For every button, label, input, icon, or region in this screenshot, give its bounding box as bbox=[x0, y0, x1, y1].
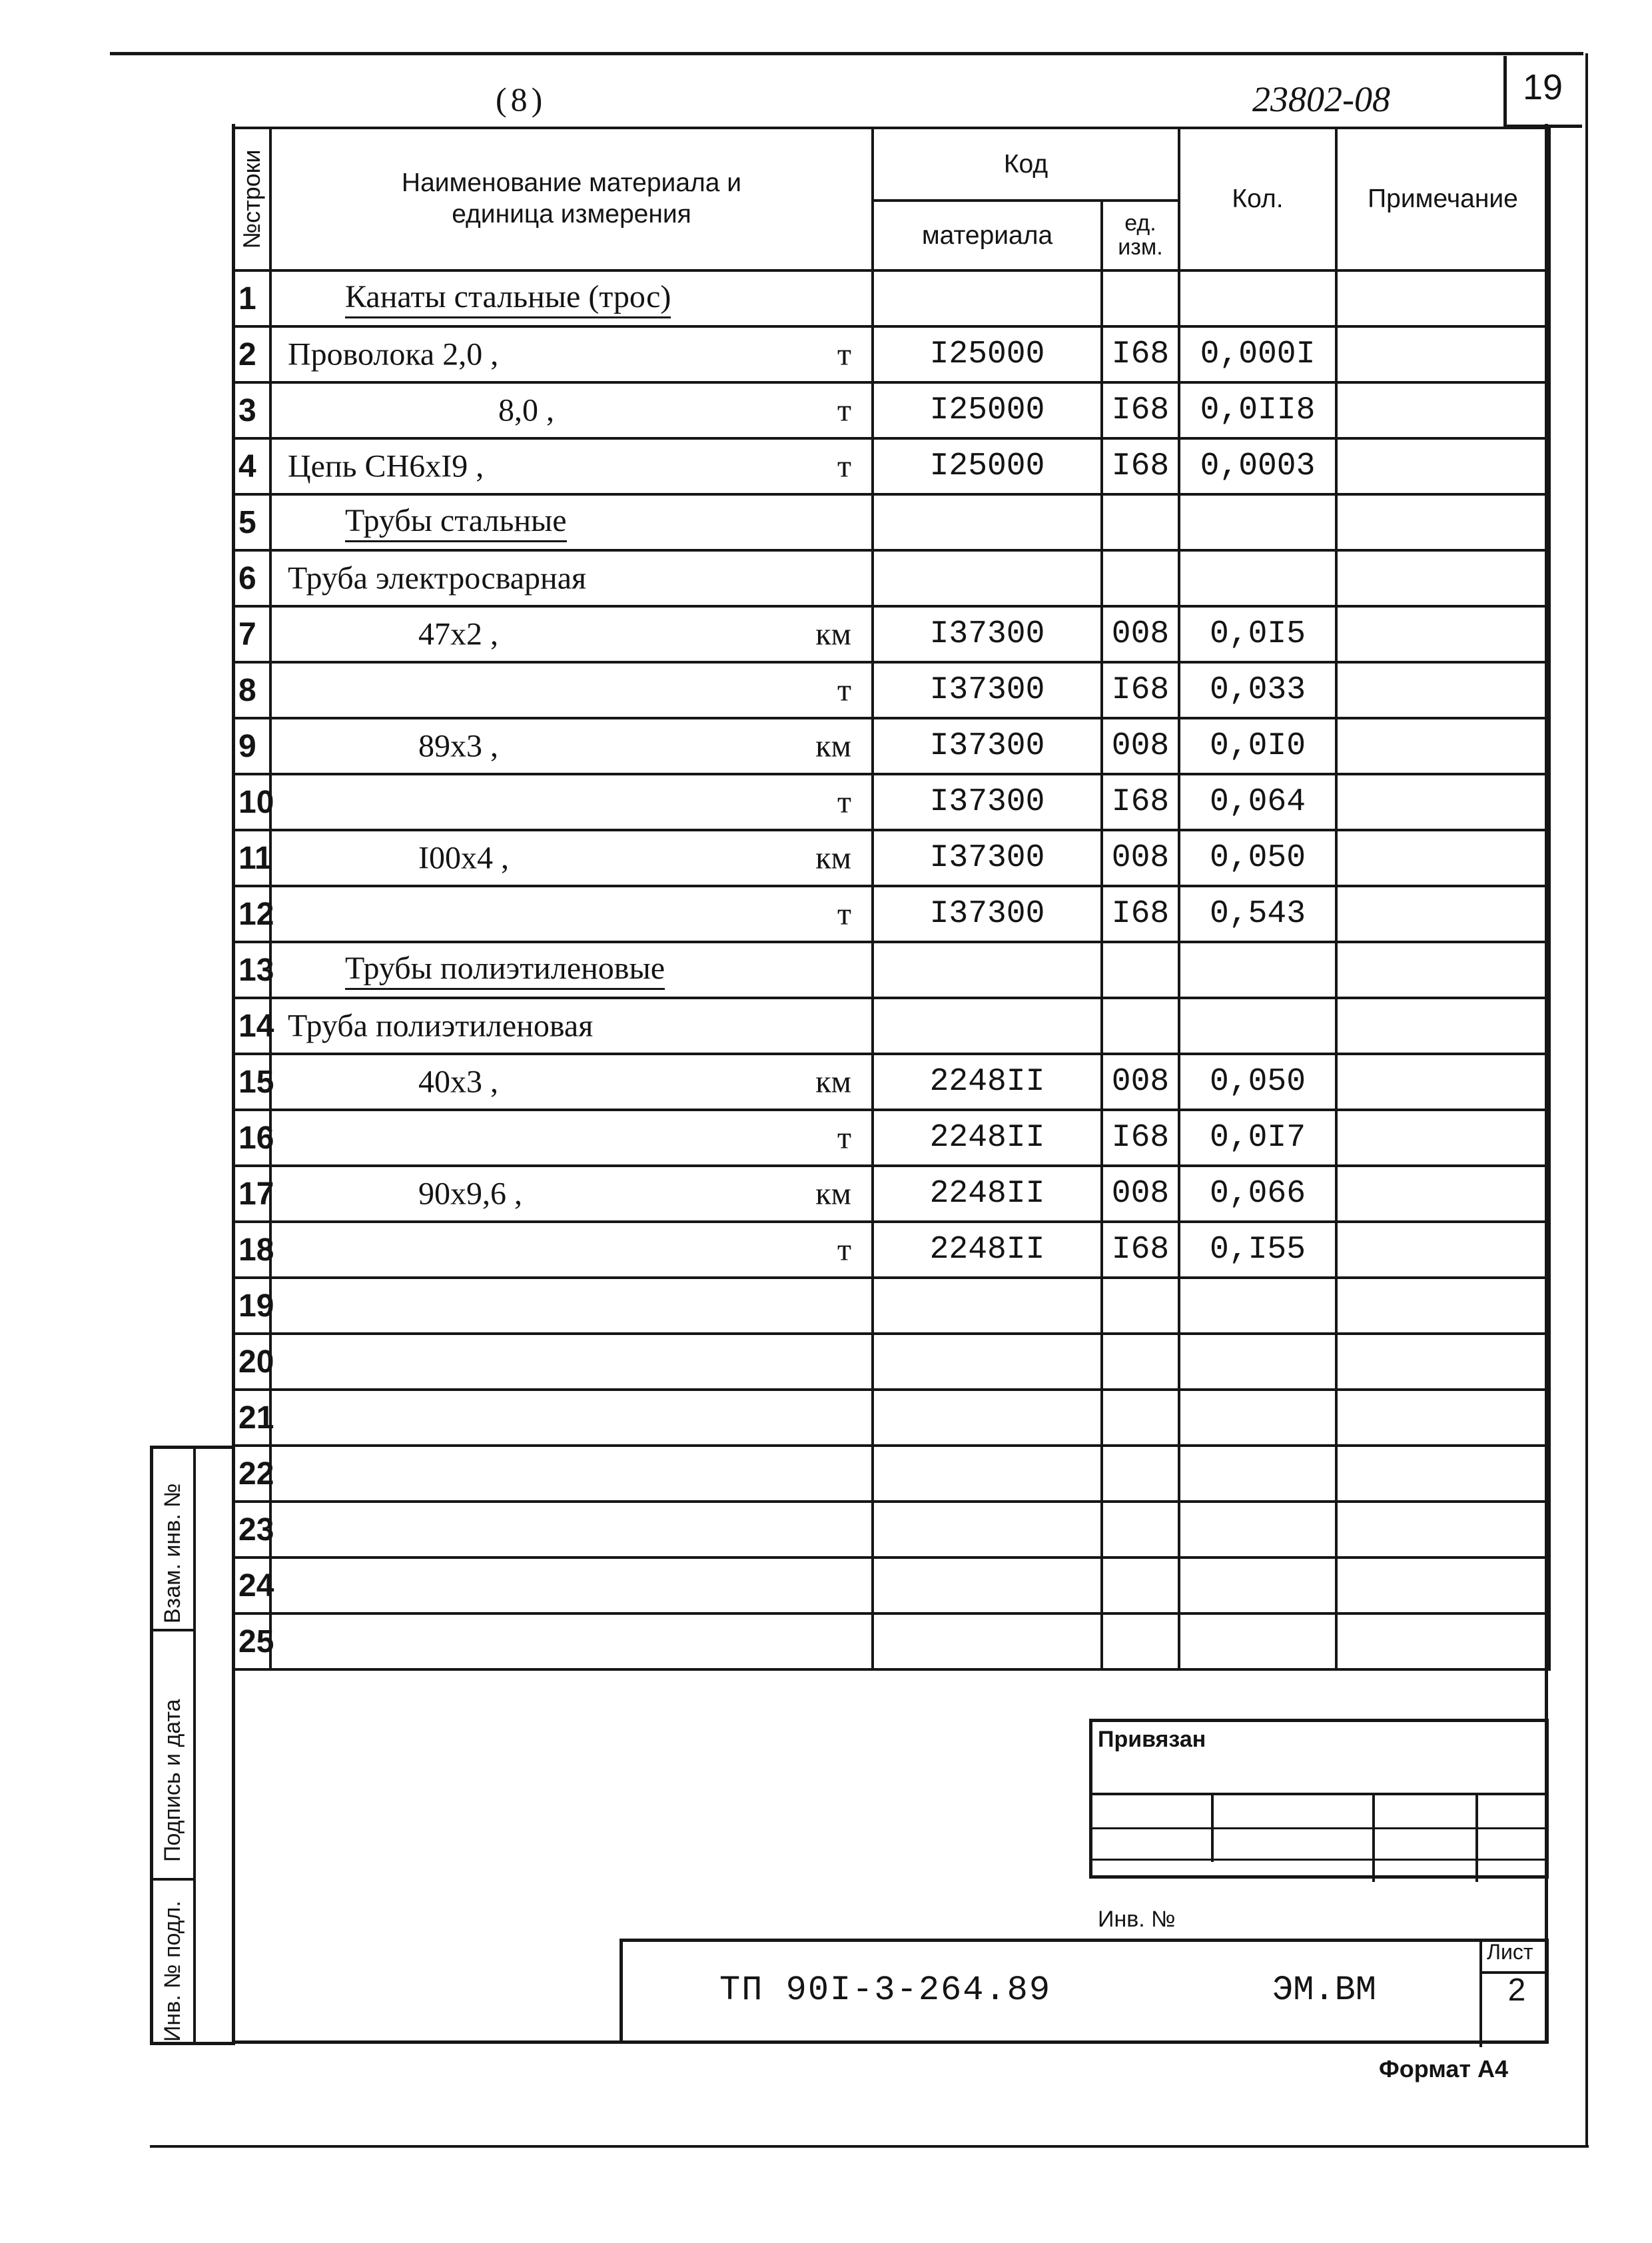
measure-unit: км bbox=[815, 840, 851, 876]
unit-code bbox=[1102, 942, 1179, 998]
note bbox=[1336, 606, 1549, 662]
material-code: I25000 bbox=[873, 326, 1102, 382]
material-code: I37300 bbox=[873, 774, 1102, 830]
table-row bbox=[233, 942, 1549, 998]
unit-code: 008 bbox=[1102, 718, 1179, 774]
note bbox=[1336, 1334, 1549, 1390]
material-name-cell bbox=[270, 1558, 873, 1613]
document-mark: ЭМ.ВМ bbox=[1272, 1971, 1377, 2010]
note bbox=[1336, 830, 1549, 886]
table-row bbox=[233, 718, 1549, 774]
material-code: I37300 bbox=[873, 830, 1102, 886]
unit-code bbox=[1102, 1446, 1179, 1502]
row-number: 19 bbox=[233, 1278, 270, 1334]
row-number: 2 bbox=[233, 326, 270, 382]
material-name: Труба полиэтиленовая bbox=[288, 1008, 594, 1044]
header-note: Примечание bbox=[1336, 128, 1549, 270]
unit-code: I68 bbox=[1102, 1222, 1179, 1278]
measure-unit: км bbox=[815, 1176, 851, 1212]
material-name-cell bbox=[270, 1054, 873, 1110]
note bbox=[1336, 1110, 1549, 1166]
unit-code: I68 bbox=[1102, 662, 1179, 718]
unit-code bbox=[1102, 1502, 1179, 1558]
sheet-value: 2 bbox=[1507, 1973, 1526, 2008]
table-row bbox=[233, 1166, 1549, 1222]
note bbox=[1336, 270, 1549, 326]
quantity bbox=[1179, 1446, 1336, 1502]
header-code-unit: ед. изм. bbox=[1102, 201, 1179, 270]
row-number: 8 bbox=[233, 662, 270, 718]
top-rule bbox=[110, 52, 1583, 55]
format-label: Формат А4 bbox=[1379, 2055, 1509, 2082]
stamp-title: Привязан bbox=[1098, 1727, 1206, 1752]
material-name: 89х3 , bbox=[418, 728, 498, 764]
row-number: 10 bbox=[233, 774, 270, 830]
quantity: 0,066 bbox=[1179, 1166, 1336, 1222]
note bbox=[1336, 550, 1549, 606]
row-number: 17 bbox=[233, 1166, 270, 1222]
row-number: 4 bbox=[233, 438, 270, 494]
unit-code bbox=[1102, 270, 1179, 326]
material-name-cell bbox=[270, 1278, 873, 1334]
material-code: I25000 bbox=[873, 382, 1102, 438]
document-designation: ТП 90I-3-264.89 bbox=[719, 1971, 1052, 2010]
quantity: 0,0003 bbox=[1179, 438, 1336, 494]
note bbox=[1336, 438, 1549, 494]
measure-unit: т bbox=[837, 1120, 851, 1156]
material-code bbox=[873, 550, 1102, 606]
row-number: 21 bbox=[233, 1390, 270, 1446]
material-name: Цепь СН6хI9 , bbox=[288, 448, 484, 484]
material-name-cell bbox=[270, 326, 873, 382]
note bbox=[1336, 1502, 1549, 1558]
material-name-cell bbox=[270, 1502, 873, 1558]
unit-code: 008 bbox=[1102, 830, 1179, 886]
side-cell-inventory bbox=[153, 1878, 196, 2042]
measure-unit: км bbox=[815, 616, 851, 652]
table-row bbox=[233, 606, 1549, 662]
quantity: 0,064 bbox=[1179, 774, 1336, 830]
material-name: 47х2 , bbox=[418, 616, 498, 652]
stamp-inventory-label: Инв. № bbox=[1098, 1907, 1176, 1932]
note bbox=[1336, 382, 1549, 438]
quantity bbox=[1179, 1502, 1336, 1558]
quantity bbox=[1179, 1334, 1336, 1390]
material-name-cell bbox=[270, 830, 873, 886]
quantity bbox=[1179, 1613, 1336, 1669]
material-name-cell bbox=[270, 1334, 873, 1390]
material-code bbox=[873, 1278, 1102, 1334]
note bbox=[1336, 494, 1549, 550]
table-row bbox=[233, 1446, 1549, 1502]
measure-unit: т bbox=[837, 336, 851, 372]
measure-unit: т bbox=[837, 672, 851, 708]
material-name-cell bbox=[270, 774, 873, 830]
unit-code: 008 bbox=[1102, 606, 1179, 662]
material-name-cell bbox=[270, 1390, 873, 1446]
side-cell-signature bbox=[153, 1629, 196, 1881]
row-number: 16 bbox=[233, 1110, 270, 1166]
row-number: 15 bbox=[233, 1054, 270, 1110]
material-name-cell bbox=[270, 1222, 873, 1278]
material-name-cell bbox=[270, 606, 873, 662]
table-row bbox=[233, 998, 1549, 1054]
note bbox=[1336, 1054, 1549, 1110]
material-code bbox=[873, 270, 1102, 326]
material-name-cell bbox=[270, 382, 873, 438]
note bbox=[1336, 326, 1549, 382]
table-row bbox=[233, 550, 1549, 606]
row-number: 24 bbox=[233, 1558, 270, 1613]
material-name: 90х9,6 , bbox=[418, 1176, 522, 1212]
table-row bbox=[233, 1558, 1549, 1613]
quantity: 0,0I5 bbox=[1179, 606, 1336, 662]
material-code bbox=[873, 1446, 1102, 1502]
measure-unit: т bbox=[837, 1232, 851, 1268]
note bbox=[1336, 718, 1549, 774]
page-bottom-border bbox=[150, 2145, 1589, 2148]
material-name: Трубы стальные bbox=[345, 502, 567, 542]
unit-code bbox=[1102, 550, 1179, 606]
measure-unit: т bbox=[837, 784, 851, 820]
table-row bbox=[233, 1334, 1549, 1390]
material-code: I37300 bbox=[873, 662, 1102, 718]
note bbox=[1336, 998, 1549, 1054]
quantity: 0,050 bbox=[1179, 830, 1336, 886]
row-number: 3 bbox=[233, 382, 270, 438]
header-code: Код bbox=[873, 128, 1179, 201]
table-row bbox=[233, 1390, 1549, 1446]
row-number: 14 bbox=[233, 998, 270, 1054]
material-name-cell bbox=[270, 1166, 873, 1222]
material-name-cell bbox=[270, 1110, 873, 1166]
note bbox=[1336, 1613, 1549, 1669]
table-row bbox=[233, 270, 1549, 326]
material-code: 2248II bbox=[873, 1110, 1102, 1166]
material-name-cell bbox=[270, 494, 873, 550]
table-row bbox=[233, 830, 1549, 886]
material-code bbox=[873, 998, 1102, 1054]
measure-unit: т bbox=[837, 896, 851, 932]
material-name-cell bbox=[270, 1613, 873, 1669]
unit-code: I68 bbox=[1102, 1110, 1179, 1166]
table-row bbox=[233, 494, 1549, 550]
quantity: 0,0I0 bbox=[1179, 718, 1336, 774]
note bbox=[1336, 1278, 1549, 1334]
row-number: 20 bbox=[233, 1334, 270, 1390]
material-name: I00х4 , bbox=[418, 840, 509, 876]
row-number: 22 bbox=[233, 1446, 270, 1502]
material-name-cell bbox=[270, 718, 873, 774]
material-code: I37300 bbox=[873, 886, 1102, 942]
material-code bbox=[873, 1502, 1102, 1558]
sheet-number: 19 bbox=[1522, 67, 1563, 107]
row-number: 7 bbox=[233, 606, 270, 662]
table-row bbox=[233, 886, 1549, 942]
quantity: 0,050 bbox=[1179, 1054, 1336, 1110]
row-number: 13 bbox=[233, 942, 270, 998]
table-row bbox=[233, 1110, 1549, 1166]
side-label-replace-inv: Взам. инв. № bbox=[160, 1483, 185, 1623]
material-code bbox=[873, 942, 1102, 998]
material-name: 40х3 , bbox=[418, 1064, 498, 1100]
material-name-cell bbox=[270, 998, 873, 1054]
unit-code: I68 bbox=[1102, 886, 1179, 942]
table-row bbox=[233, 382, 1549, 438]
document-code: 23802-08 bbox=[1252, 79, 1390, 119]
material-name: Труба электросварная bbox=[288, 560, 587, 596]
unit-code: I68 bbox=[1102, 438, 1179, 494]
table-row bbox=[233, 1054, 1549, 1110]
note bbox=[1336, 886, 1549, 942]
quantity bbox=[1179, 270, 1336, 326]
quantity bbox=[1179, 1558, 1336, 1613]
side-label-signature-date: Подпись и дата bbox=[160, 1699, 185, 1862]
quantity: 0,000I bbox=[1179, 326, 1336, 382]
material-code bbox=[873, 1390, 1102, 1446]
unit-code bbox=[1102, 1613, 1179, 1669]
row-number: 1 bbox=[233, 270, 270, 326]
unit-code bbox=[1102, 1278, 1179, 1334]
quantity: 0,0II8 bbox=[1179, 382, 1336, 438]
row-number: 25 bbox=[233, 1613, 270, 1669]
header-code-material: материала bbox=[873, 201, 1102, 270]
material-code bbox=[873, 494, 1102, 550]
material-name-cell bbox=[270, 662, 873, 718]
row-number: 5 bbox=[233, 494, 270, 550]
unit-code bbox=[1102, 1334, 1179, 1390]
material-code bbox=[873, 1334, 1102, 1390]
header-material-name: Наименование материала и единица измерения bbox=[270, 128, 873, 270]
side-cell-replace bbox=[153, 1449, 196, 1631]
table-row bbox=[233, 1278, 1549, 1334]
header-row-number: №строки bbox=[233, 128, 270, 270]
material-name-cell bbox=[270, 1446, 873, 1502]
material-code: I37300 bbox=[873, 606, 1102, 662]
measure-unit: т bbox=[837, 392, 851, 428]
unit-code bbox=[1102, 1390, 1179, 1446]
quantity bbox=[1179, 494, 1336, 550]
note bbox=[1336, 1558, 1549, 1613]
sheet-index: (8) bbox=[496, 81, 547, 118]
quantity: 0,033 bbox=[1179, 662, 1336, 718]
material-code: 2248II bbox=[873, 1222, 1102, 1278]
materials-table bbox=[232, 127, 1551, 1671]
unit-code: 008 bbox=[1102, 1054, 1179, 1110]
quantity: 0,543 bbox=[1179, 886, 1336, 942]
note bbox=[1336, 774, 1549, 830]
note bbox=[1336, 1166, 1549, 1222]
side-strip bbox=[150, 1446, 235, 2045]
measure-unit: км bbox=[815, 728, 851, 764]
material-name: 8,0 , bbox=[498, 392, 554, 428]
table-row bbox=[233, 662, 1549, 718]
unit-code: I68 bbox=[1102, 774, 1179, 830]
unit-code bbox=[1102, 1558, 1179, 1613]
table-row bbox=[233, 1613, 1549, 1669]
header-quantity: Кол. bbox=[1179, 128, 1336, 270]
unit-code: 008 bbox=[1102, 1166, 1179, 1222]
row-number: 23 bbox=[233, 1502, 270, 1558]
material-code: 2248II bbox=[873, 1166, 1102, 1222]
table-row bbox=[233, 1502, 1549, 1558]
material-code: 2248II bbox=[873, 1054, 1102, 1110]
row-number: 18 bbox=[233, 1222, 270, 1278]
note bbox=[1336, 1446, 1549, 1502]
side-label-inventory-no: Инв. № подл. bbox=[160, 1901, 185, 2042]
material-name-cell bbox=[270, 886, 873, 942]
material-name-cell bbox=[270, 438, 873, 494]
unit-code bbox=[1102, 494, 1179, 550]
row-number: 11 bbox=[233, 830, 270, 886]
unit-code bbox=[1102, 998, 1179, 1054]
material-name: Проволока 2,0 , bbox=[288, 336, 499, 372]
quantity bbox=[1179, 550, 1336, 606]
table-row bbox=[233, 326, 1549, 382]
row-number: 6 bbox=[233, 550, 270, 606]
table-row bbox=[233, 1222, 1549, 1278]
quantity: 0,0I7 bbox=[1179, 1110, 1336, 1166]
quantity bbox=[1179, 942, 1336, 998]
note bbox=[1336, 1222, 1549, 1278]
quantity bbox=[1179, 998, 1336, 1054]
sheet-label: Лист bbox=[1487, 1940, 1533, 1964]
note bbox=[1336, 942, 1549, 998]
unit-code: I68 bbox=[1102, 382, 1179, 438]
note bbox=[1336, 662, 1549, 718]
quantity bbox=[1179, 1390, 1336, 1446]
quantity: 0,I55 bbox=[1179, 1222, 1336, 1278]
measure-unit: км bbox=[815, 1064, 851, 1100]
material-code bbox=[873, 1613, 1102, 1669]
page-right-border bbox=[1585, 53, 1588, 2148]
material-code: I25000 bbox=[873, 438, 1102, 494]
material-name: Трубы полиэтиленовые bbox=[345, 950, 665, 990]
quantity bbox=[1179, 1278, 1336, 1334]
material-name: Канаты стальные (трос) bbox=[345, 278, 671, 318]
material-code: I37300 bbox=[873, 718, 1102, 774]
row-number: 9 bbox=[233, 718, 270, 774]
material-name-cell bbox=[270, 942, 873, 998]
row-number: 12 bbox=[233, 886, 270, 942]
unit-code: I68 bbox=[1102, 326, 1179, 382]
material-name-cell bbox=[270, 550, 873, 606]
material-code bbox=[873, 1558, 1102, 1613]
material-name-cell bbox=[270, 270, 873, 326]
measure-unit: т bbox=[837, 448, 851, 484]
table-row bbox=[233, 774, 1549, 830]
table-row bbox=[233, 438, 1549, 494]
note bbox=[1336, 1390, 1549, 1446]
